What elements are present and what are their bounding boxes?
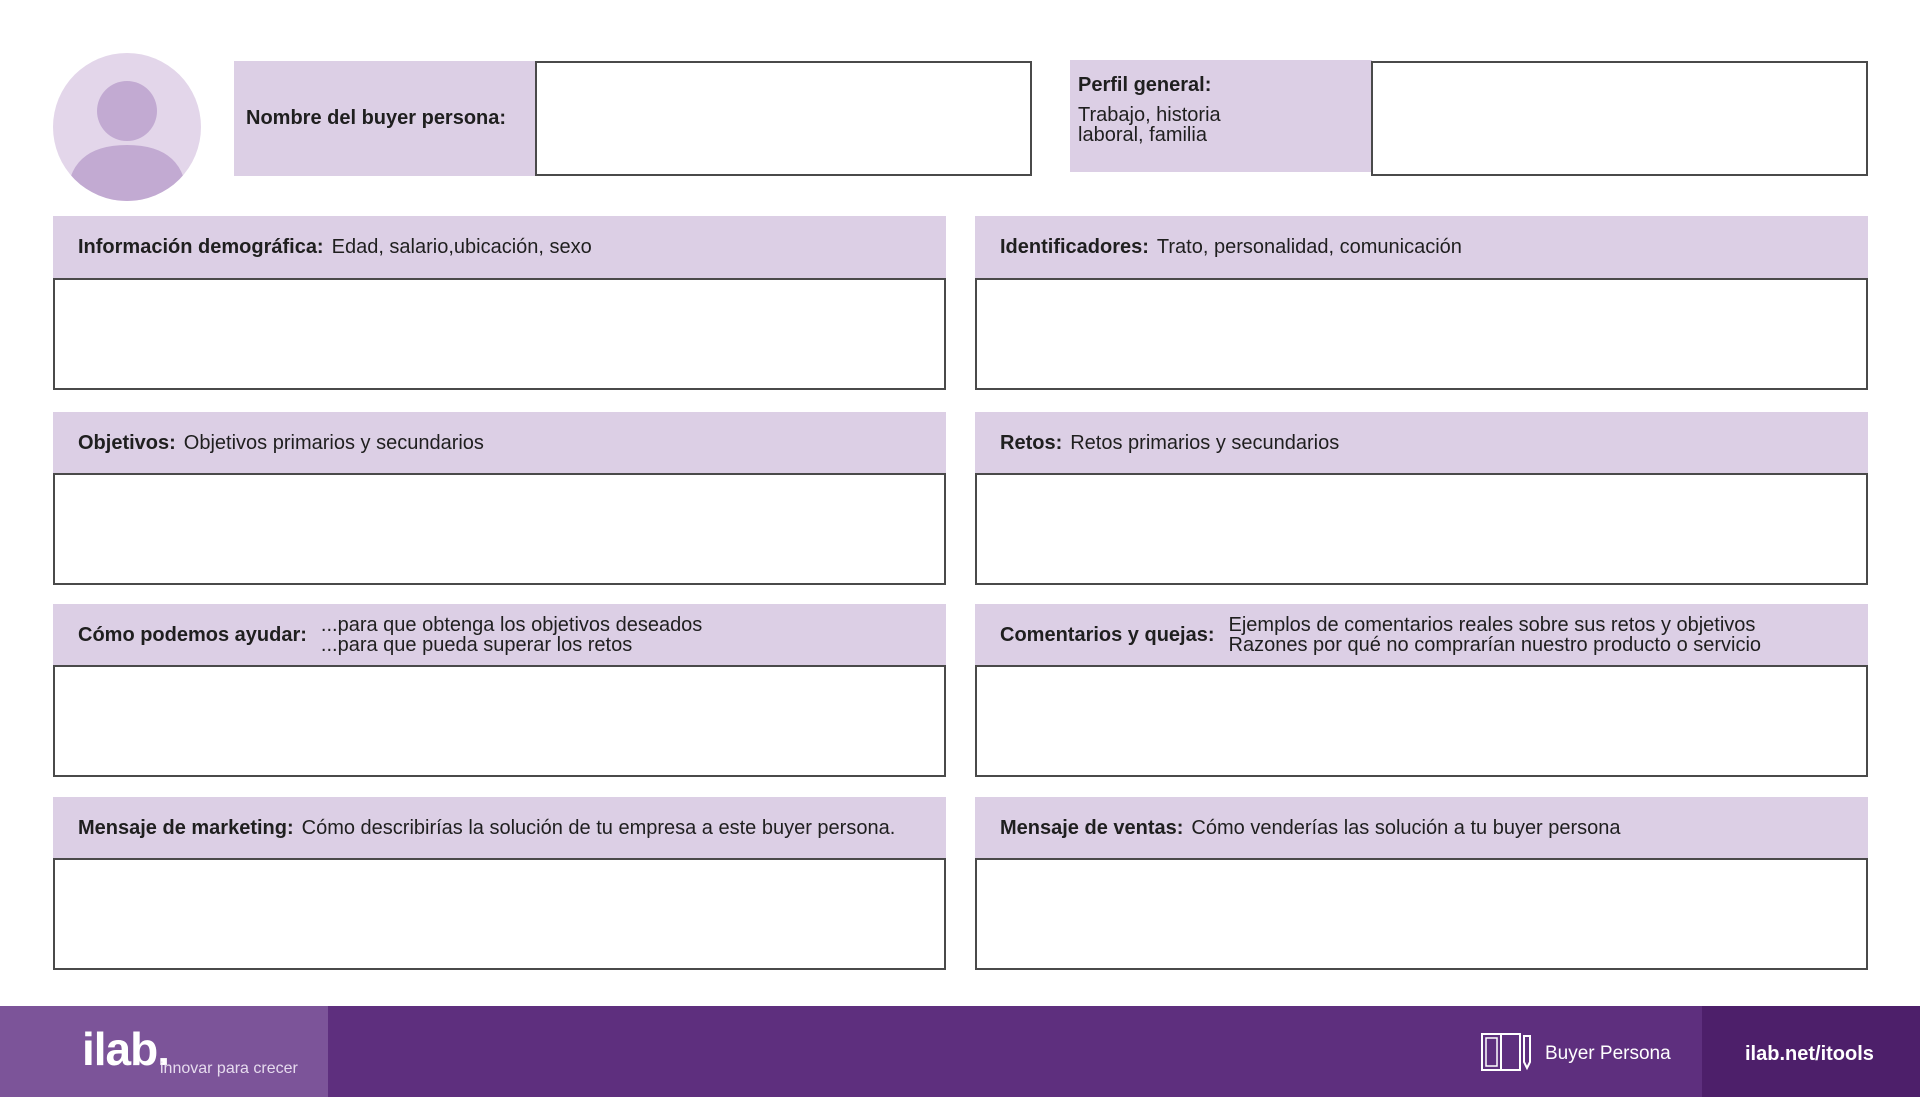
marketing-header (53, 797, 946, 859)
ventas-title: Mensaje de ventas: (1000, 816, 1184, 839)
comentarios-desc-line2: Razones por qué no comprarían nuestro producto o servicio (1228, 634, 1762, 656)
demografica-field[interactable] (53, 278, 946, 390)
nombre-label (234, 61, 536, 176)
marketing-field[interactable] (53, 858, 946, 970)
footer-url-link[interactable]: ilab.net/itools (1745, 1043, 1874, 1065)
objetivos-field[interactable] (53, 473, 946, 585)
comentarios-field[interactable] (975, 665, 1868, 777)
retos-desc: Retos primarios y secundarios (1070, 431, 1340, 454)
comentarios-title: Comentarios y quejas: (1000, 623, 1215, 646)
objetivos-title: Objetivos: (78, 431, 176, 454)
retos-field[interactable] (975, 473, 1868, 585)
ayudar-field[interactable] (53, 665, 946, 777)
ayudar-desc (321, 615, 702, 655)
ayudar-desc-line2: ...para que pueda superar los retos (320, 634, 633, 656)
ventas-field[interactable] (975, 858, 1868, 970)
ventas-header (975, 797, 1868, 859)
objetivos-header (53, 412, 946, 474)
marketing-title: Mensaje de marketing: (78, 816, 294, 839)
ayudar-desc-line1: ...para que obtenga los objetivos deseados (320, 614, 703, 636)
demografica-header (53, 216, 946, 278)
identificadores-desc: Trato, personalidad, comunicación (1156, 235, 1462, 258)
nombre-label-text: Nombre del buyer persona: (246, 107, 507, 129)
ayudar-header (53, 604, 946, 666)
logo-tagline: innovar para crecer (160, 1060, 298, 1077)
footer-url-panel (1702, 1006, 1920, 1097)
perfil-label (1070, 60, 1372, 172)
ayudar-title: Cómo podemos ayudar: (78, 623, 307, 646)
marketing-desc: Cómo describirías la solución de tu empresa a este buyer persona. (301, 816, 896, 839)
book-pen-icon (1480, 1032, 1532, 1072)
ilab-logo: ilab. (82, 1023, 170, 1075)
retos-header (975, 412, 1868, 474)
product-label: Buyer Persona (1545, 1043, 1671, 1064)
demografica-title: Información demográfica: (78, 235, 324, 258)
demografica-desc: Edad, salario,ubicación, sexo (331, 235, 592, 258)
avatar-user-icon (53, 53, 201, 201)
perfil-field[interactable] (1371, 61, 1868, 176)
objetivos-desc: Objetivos primarios y secundarios (183, 431, 484, 454)
retos-title: Retos: (1000, 431, 1063, 454)
perfil-desc: Trabajo, historia laboral, familia (1078, 104, 1221, 146)
identificadores-title: Identificadores: (1000, 235, 1149, 258)
nombre-field[interactable] (535, 61, 1032, 176)
footer (0, 1006, 1920, 1097)
identificadores-header (975, 216, 1868, 278)
perfil-title: Perfil general: (1078, 74, 1212, 96)
identificadores-field[interactable] (975, 278, 1868, 390)
comentarios-header (975, 604, 1868, 666)
ventas-desc: Cómo venderías las solución a tu buyer persona (1191, 816, 1621, 839)
footer-logo-panel (0, 1006, 328, 1097)
comentarios-desc (1229, 615, 1762, 655)
footer-middle-panel (328, 1006, 1702, 1097)
comentarios-desc-line1: Ejemplos de comentarios reales sobre sus retos y objetivos (1228, 614, 1756, 636)
